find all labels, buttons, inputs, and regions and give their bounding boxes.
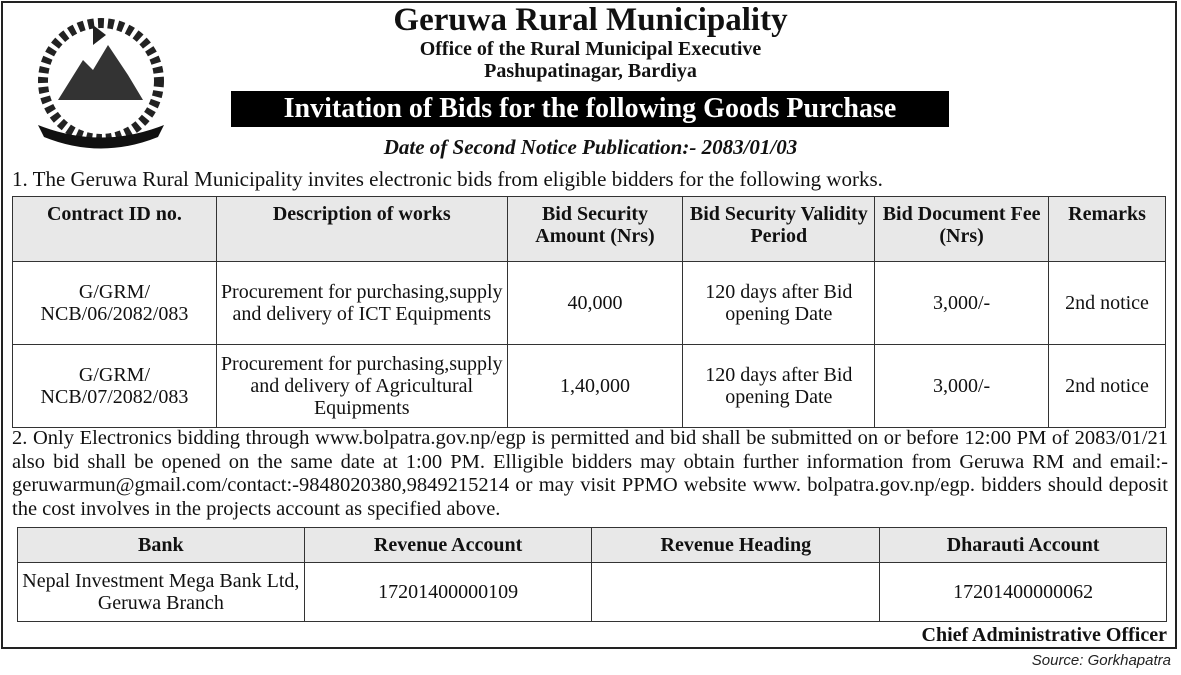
validity-period: 120 days after Bid opening Date [683,345,875,428]
col-validity-period: Bid Security Validity Period [683,197,875,262]
col-remarks: Remarks [1049,197,1166,262]
revenue-heading [592,563,880,622]
bank-table [17,527,1167,622]
col-revenue-heading: Revenue Heading [592,528,880,563]
col-contract-id: Contract ID no. [13,197,217,262]
table-row [18,563,1167,622]
notice-banner: Invitation of Bids for the following Goods Purchase [231,91,949,127]
table-header-row [18,528,1167,563]
intro-paragraph: 1. The Geruwa Rural Municipality invites electronic bids from eligible bidders for the following works. [12,167,883,191]
source-credit: Source: Gorkhapatra [1031,652,1171,669]
description: Procurement for purchasing,supply and delivery of ICT Equipments [216,262,507,345]
remarks: 2nd notice [1049,345,1166,428]
table-header-row [13,197,1166,262]
office-name: Office of the Rural Municipal Executive [419,38,762,60]
signature: Chief Administrative Officer [921,624,1167,646]
bids-table [12,196,1166,428]
page-title: Geruwa Rural Municipality [393,2,788,38]
col-document-fee: Bid Document Fee (Nrs) [875,197,1049,262]
office-location: Pashupatinagar, Bardiya [484,60,697,82]
col-bank: Bank [18,528,305,563]
bid-security-amount: 1,40,000 [507,345,683,428]
col-dharauti-account: Dharauti Account [880,528,1167,563]
contract-id: G/GRM/ NCB/07/2082/083 [13,345,217,428]
revenue-account: 17201400000109 [304,563,592,622]
dharauti-account: 17201400000062 [880,563,1167,622]
document-fee: 3,000/- [875,262,1049,345]
bank-name: Nepal Investment Mega Bank Ltd, Geruwa Branch [18,563,305,622]
publication-date: Date of Second Notice Publication:- 2083/01/03 [383,135,798,159]
table-row [13,345,1166,428]
col-description: Description of works [216,197,507,262]
validity-period: 120 days after Bid opening Date [683,262,875,345]
remarks: 2nd notice [1049,262,1166,345]
col-bid-security-amount: Bid Security Amount (Nrs) [507,197,683,262]
document-fee: 3,000/- [875,345,1049,428]
col-revenue-account: Revenue Account [304,528,592,563]
table-row [13,262,1166,345]
terms-paragraph: 2. Only Electronics bidding through www.bolpatra.gov.np/egp is permitted and bid shall be submitted on or before 12:00 PM of 2083/01/21 also bid shall be opened on the same date at 1:00 PM. Elligible bidders may obtain further information from Geruwa RM and email:- geruwarmun@gmail.com/contact:-9848020380,9849215214 or may visit PPMO website www. bolpatra.gov.np/egp. bidders should deposit the cost involves in the projects account as specified above. [12,427,1168,520]
contract-id: G/GRM/ NCB/06/2082/083 [13,262,217,345]
description: Procurement for purchasing,supply and delivery of Agricultural Equipments [216,345,507,428]
bid-security-amount: 40,000 [507,262,683,345]
